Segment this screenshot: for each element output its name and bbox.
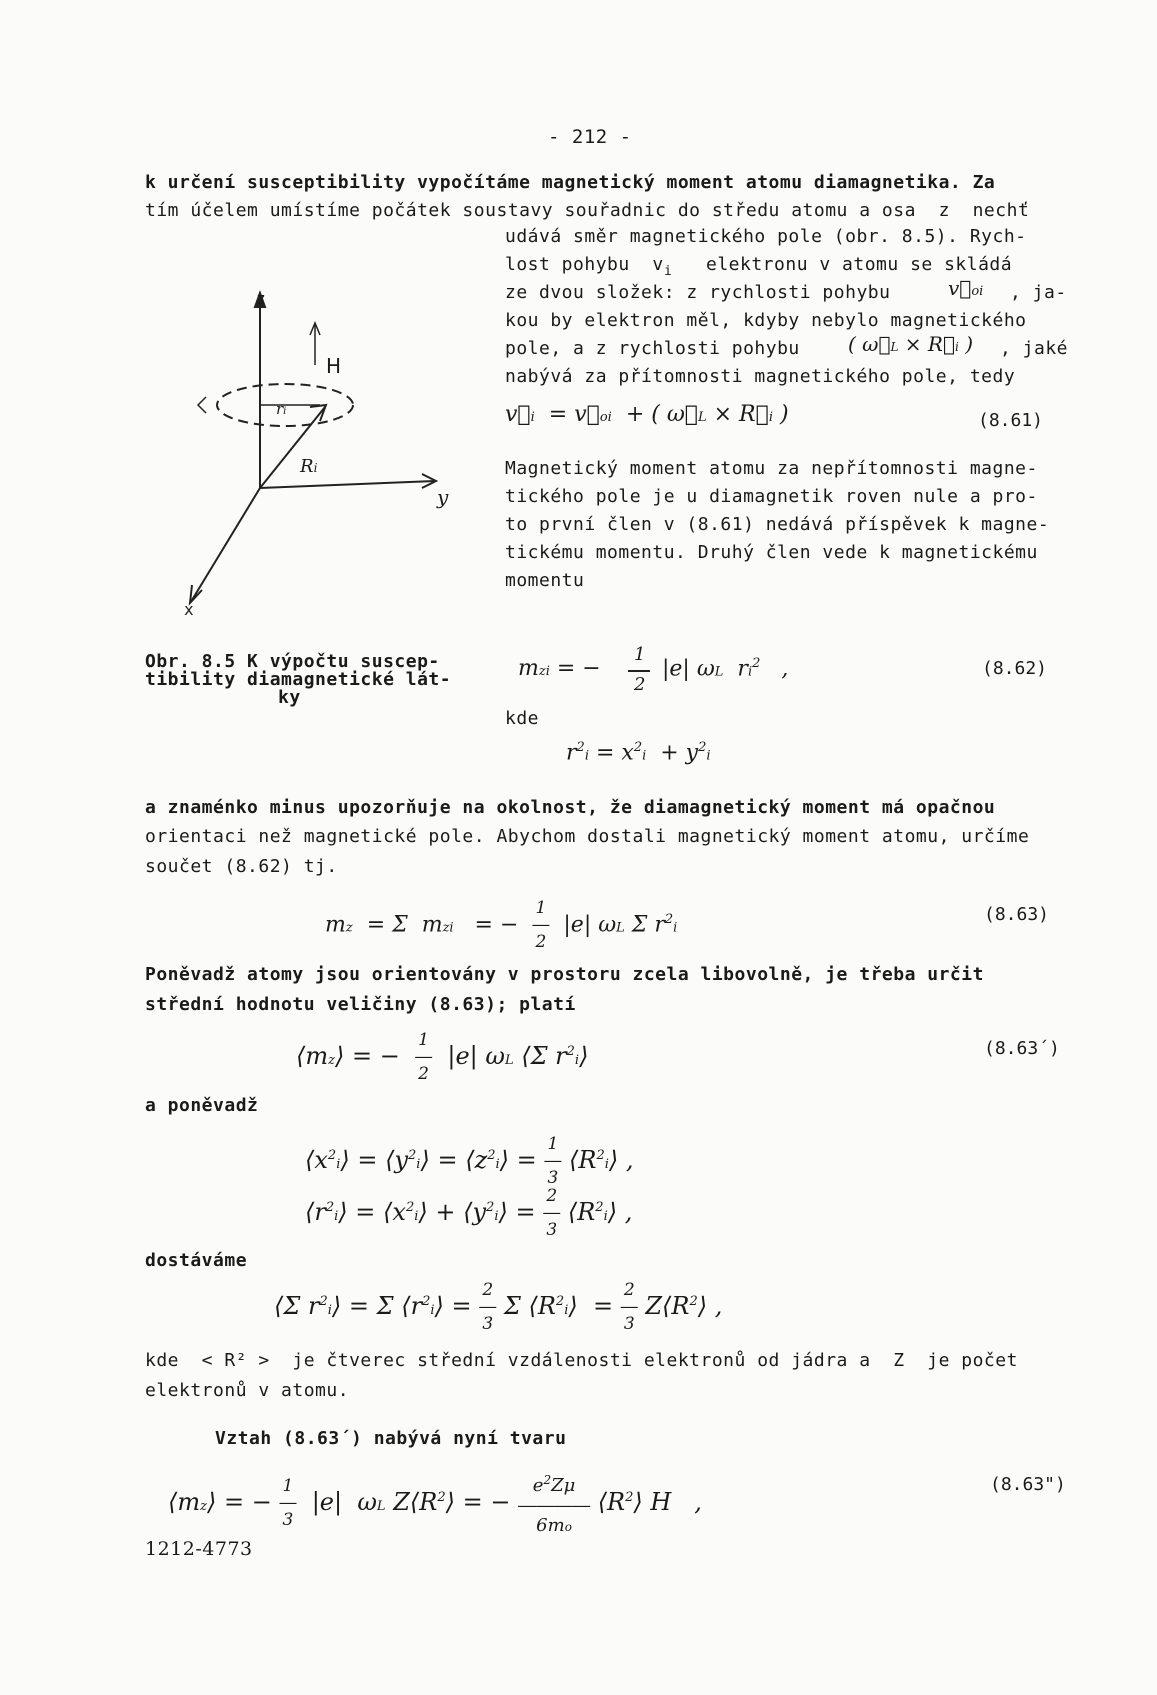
equation-8-63: mz = Σ mzi = − 1 ― 2 |e| ωL Σ $r^2i$ bbox=[325, 898, 678, 952]
para5-line-1: kde < R² > je čtverec střední vzdálenosti elektronů od jádra a Z je počet bbox=[145, 1350, 1018, 1371]
right-col-line-6: nabývá za přítomnosti magnetického pole, tedy bbox=[505, 366, 1016, 387]
field-label-H: H bbox=[326, 354, 342, 378]
eq-8-62-frac-den: 2 bbox=[634, 674, 646, 695]
axis-label-y: y bbox=[437, 485, 449, 509]
equation-sum: ⟨Σ $r^2i⟩ = \Sigma$ $⟨r^2i⟩ = 2$ ― 3 Σ $⟨R^2i⟩ = 2$ ― 3 $Z⟨R^2⟩$ , bbox=[274, 1280, 723, 1334]
right-col-line-2b: elektronu v atomu se skládá bbox=[706, 254, 1013, 275]
figure-caption-1: Obr. 8.5 K výpočtu suscep- bbox=[145, 651, 440, 672]
right-col-line-4: kou by elektron měl, kdyby nebylo magnetického bbox=[505, 310, 1027, 331]
para2-line-2: tického pole je u diamagnetik roven nule a pro- bbox=[505, 486, 1038, 507]
equation-averages-2: $⟨r^2i⟩$ = $⟨x^2i⟩$ + $⟨y^2i⟩ = 2$ ― 3 $⟨R^2i⟩$ , bbox=[305, 1186, 633, 1240]
kde-label: kde bbox=[505, 708, 540, 729]
para5-line-2: elektronů v atomu. bbox=[145, 1380, 350, 1401]
equation-r2: $r^2i = x^2i + y^2i$ bbox=[566, 740, 711, 766]
omega-cross-R: ( ω⃗L × R⃗i ) bbox=[848, 332, 974, 356]
intro-line-2: tím účelem umístíme počátek soustavy souřadnic do středu atomu a osa z nechť bbox=[145, 200, 1030, 221]
right-col-line-5: pole, a z rychlosti pohybu bbox=[505, 338, 800, 359]
para6: Vztah (8.63´) nabývá nyní tvaru bbox=[215, 1428, 567, 1449]
para4-line-1: Poněvadž atomy jsou orientovány v prostoru zcela libovolně, je třeba určit bbox=[145, 964, 984, 985]
orbit-radius-label: ri bbox=[276, 400, 287, 418]
right-col-sub-i: i bbox=[664, 264, 673, 279]
right-col-line-1: udává směr magnetického pole (obr. 8.5). Rych- bbox=[505, 226, 1027, 247]
intro-line-1: k určení susceptibility vypočítáme magnetický moment atomu diamagnetika. Za bbox=[145, 172, 996, 193]
radius-vector-label: Ri bbox=[300, 456, 318, 477]
equation-8-63-prime: ⟨mz⟩ = − 1 ― 2 |e| ωL ⟨Σ $r^2i⟩$ bbox=[296, 1030, 589, 1084]
para2-line-5: momentu bbox=[505, 570, 585, 591]
page-number: - 212 - bbox=[548, 126, 632, 148]
para2-line-1: Magnetický moment atomu za nepřítomnosti magne- bbox=[505, 458, 1038, 479]
figure-caption-2: tibility diamagnetické lát- bbox=[145, 669, 452, 690]
figure-caption-3: ky bbox=[278, 687, 301, 708]
eq-8-62-frac-bar bbox=[628, 670, 650, 672]
eq-8-62-rest: |e| ωL $ri^2$ , bbox=[662, 656, 789, 682]
eq-number-8-63: (8.63) bbox=[984, 904, 1050, 925]
axis-label-z: z bbox=[256, 289, 267, 308]
para3-line-3: součet (8.62) tj. bbox=[145, 856, 338, 877]
para2-line-4: tickému momentu. Druhý člen vede k magnetickému bbox=[505, 542, 1038, 563]
orbit-direction-arrow bbox=[198, 397, 206, 413]
axis-label-x: x bbox=[184, 600, 195, 619]
figure-8-5 bbox=[170, 285, 460, 625]
v-oi-symbol: v⃗oi bbox=[948, 276, 984, 300]
eq-number-8-63-prime: (8.63´) bbox=[984, 1038, 1060, 1059]
y-axis bbox=[260, 481, 435, 488]
dostavame: dostáváme bbox=[145, 1250, 248, 1271]
footer-code: 1212-4773 bbox=[145, 1538, 253, 1560]
para2-line-3: to první člen v (8.61) nedává příspěvek k magne- bbox=[505, 514, 1050, 535]
eq-number-8-61: (8.61) bbox=[978, 410, 1044, 431]
a-ponevadz: a poněvadž bbox=[145, 1095, 259, 1116]
right-col-line-3b: , ja- bbox=[1010, 282, 1067, 303]
eq-8-62-frac-num: 1 bbox=[634, 644, 646, 665]
equation-8-62: mzi = − bbox=[518, 656, 601, 681]
para3-line-2: orientaci než magnetické pole. Abychom dostali magnetický moment atomu, určíme bbox=[145, 826, 1030, 847]
para4-line-2: střední hodnotu veličiny (8.63); platí bbox=[145, 994, 576, 1015]
equation-8-63-double-prime: ⟨mz⟩ = − 1 ― 3 |e| ωL $Z⟨R^2⟩$ = − $e^2Z\mu$ ―――― 6mo $⟨R^2⟩$ H , bbox=[168, 1473, 702, 1536]
para3-line-1: a znaménko minus upozorňuje na okolnost, že diamagnetický moment má opačnou bbox=[145, 797, 996, 818]
equation-averages-1: $⟨x^2i⟩$ = $⟨y^2i⟩$ = $⟨z^2i⟩ = 1$ ― 3 $⟨R^2i⟩$ , bbox=[305, 1134, 634, 1188]
equation-8-61: v⃗i = v⃗oi + ( ω⃗L × R⃗i ) bbox=[505, 402, 789, 427]
right-col-line-3: ze dvou složek: z rychlosti pohybu bbox=[505, 282, 891, 303]
eq-number-8-63-double-prime: (8.63") bbox=[990, 1474, 1066, 1495]
eq-number-8-62: (8.62) bbox=[982, 658, 1048, 679]
right-col-line-5b: , jaké bbox=[1000, 338, 1069, 359]
right-col-line-2: lost pohybu v bbox=[505, 254, 664, 275]
x-axis bbox=[192, 488, 260, 600]
